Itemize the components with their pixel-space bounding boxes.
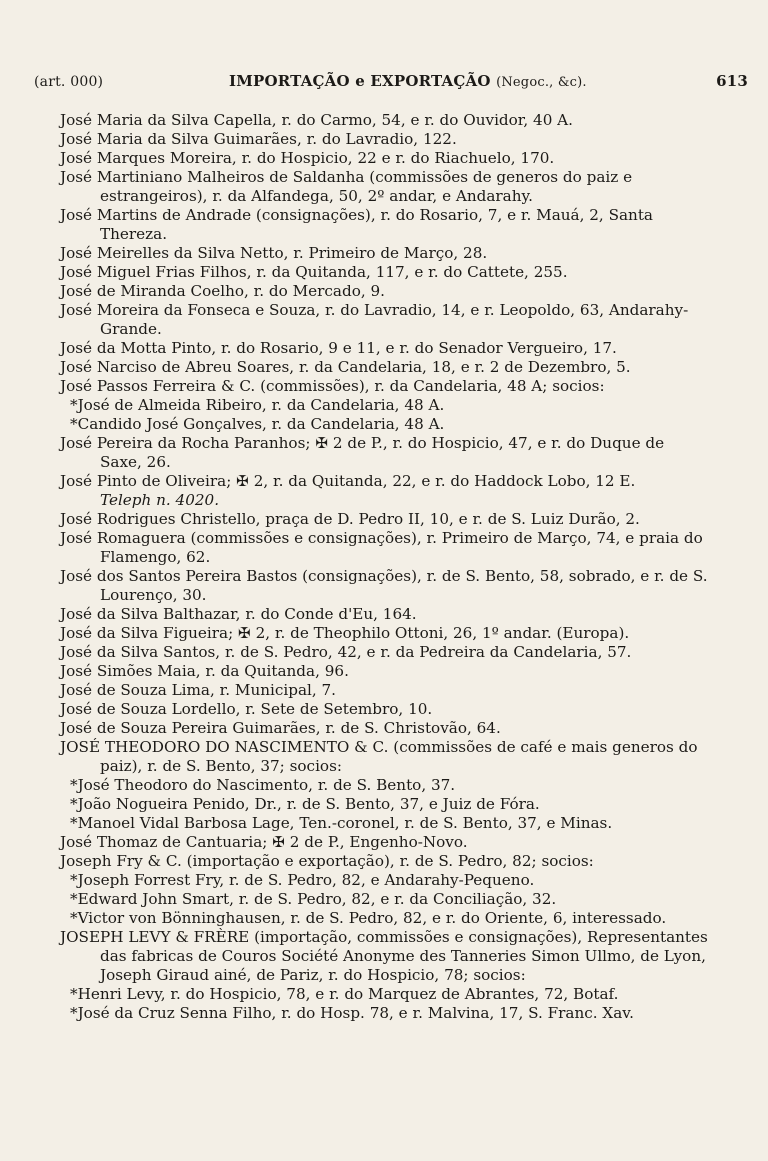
directory-entry: José Maria da Silva Guimarães, r. do Lavradio, 122.	[60, 130, 457, 148]
partner-entry: *Victor von Bönninghausen, r. de S. Pedro, 82, e r. do Oriente, 6, interessado.	[70, 909, 667, 927]
partner-entry: *José Theodoro do Nascimento, r. de S. Bento, 37.	[70, 776, 456, 794]
directory-entry: José de Souza Lima, r. Municipal, 7.	[60, 681, 337, 699]
section-title	[229, 72, 587, 90]
directory-entry: José Maria da Silva Capella, r. do Carmo, 54, e r. do Ouvidor, 40 A.	[60, 111, 573, 129]
directory-entry: José da Silva Santos, r. de S. Pedro, 42, e r. da Pedreira da Candelaria, 57.	[60, 643, 632, 661]
page-header	[34, 72, 748, 94]
partner-entry: *Manoel Vidal Barbosa Lage, Ten.-coronel, r. de S. Bento, 37, e Minas.	[70, 814, 613, 832]
directory-entry: José Romaguera (commissões e consignações), r. Primeiro de Março, 74, e praia do Flamengo, 62.	[60, 529, 703, 566]
directory-entry: José Meirelles da Silva Netto, r. Primeiro de Março, 28.	[60, 244, 488, 262]
directory-entry: José Rodrigues Christello, praça de D. Pedro II, 10, e r. de S. Luiz Durão, 2.	[60, 510, 640, 528]
directory-entry: José Marques Moreira, r. do Hospicio, 22 e r. do Riachuelo, 170.	[60, 149, 555, 167]
directory-entry: JOSEPH LEVY & FRÈRE (importação, commissões e consignações), Representantes das fabricas de Couros Société Anonyme des Tanneries Simon Ullmo, de Lyon, Joseph Giraud ainé, de Pariz, r. do Hospicio, 78; socios:	[60, 928, 708, 984]
directory-entry: José Simões Maia, r. da Quitanda, 96.	[60, 662, 349, 680]
directory-entry: José da Silva Figueira; ✠ 2, r. de Theophilo Ottoni, 26, 1º andar. (Europa).	[60, 624, 630, 642]
directory-entry: José Pereira da Rocha Paranhos; ✠ 2 de P., r. do Hospicio, 47, e r. do Duque de Saxe, 26.	[60, 434, 665, 471]
directory-entry: José da Silva Balthazar, r. do Conde d'Eu, 164.	[60, 605, 417, 623]
partner-entry: *João Nogueira Penido, Dr., r. de S. Bento, 37, e Juiz de Fóra.	[70, 795, 540, 813]
entries-list	[60, 111, 710, 1023]
partner-entry: *José de Almeida Ribeiro, r. da Candelaria, 48 A.	[70, 396, 445, 414]
page-number: 613	[716, 72, 748, 90]
partner-entry: *Henri Levy, r. do Hospicio, 78, e r. do Marquez de Abrantes, 72, Botaf.	[70, 985, 619, 1003]
directory-entry: Teleph n. 4020.	[100, 491, 220, 509]
directory-entry: José de Miranda Coelho, r. do Mercado, 9.	[60, 282, 385, 300]
directory-entry: José Pinto de Oliveira; ✠ 2, r. da Quitanda, 22, e r. do Haddock Lobo, 12 E.	[60, 472, 636, 490]
section-title-main: IMPORTAÇÃO e EXPORTAÇÃO	[229, 72, 491, 90]
directory-entry: José Miguel Frias Filhos, r. da Quitanda, 117, e r. do Cattete, 255.	[60, 263, 568, 281]
partner-entry: *Candido José Gonçalves, r. da Candelaria, 48 A.	[70, 415, 445, 433]
directory-entry: José Moreira da Fonseca e Souza, r. do Lavradio, 14, e r. Leopoldo, 63, Andarahy-Grande.	[60, 301, 689, 338]
directory-entry: José Martins de Andrade (consignações), r. do Rosario, 7, e r. Mauá, 2, Santa Thereza.	[60, 206, 653, 243]
directory-entry: José Narciso de Abreu Soares, r. da Candelaria, 18, e r. 2 de Dezembro, 5.	[60, 358, 631, 376]
directory-entry: José de Souza Lordello, r. Sete de Setembro, 10.	[60, 700, 433, 718]
directory-entry: JOSÉ THEODORO DO NASCIMENTO & C. (commissões de café e mais generos do paiz), r. de S. Bento, 37; socios:	[60, 738, 698, 775]
section-title-sub: (Negoc., &c).	[496, 75, 587, 90]
partner-entry: *Joseph Forrest Fry, r. de S. Pedro, 82, e Andarahy-Pequeno.	[70, 871, 535, 889]
directory-entry: José dos Santos Pereira Bastos (consignações), r. de S. Bento, 58, sobrado, e r. de S. Lourenço, 30.	[60, 567, 708, 604]
article-reference: (art. 000)	[34, 74, 104, 90]
directory-entry: José de Souza Pereira Guimarães, r. de S. Christovão, 64.	[60, 719, 501, 737]
partner-entry: *José da Cruz Senna Filho, r. do Hosp. 78, e r. Malvina, 17, S. Franc. Xav.	[70, 1004, 634, 1022]
partner-entry: *Edward John Smart, r. de S. Pedro, 82, e r. da Conciliação, 32.	[70, 890, 557, 908]
directory-entry: Joseph Fry & C. (importação e exportação), r. de S. Pedro, 82; socios:	[60, 852, 594, 870]
directory-entry: José Martiniano Malheiros de Saldanha (commissões de generos do paiz e estrangeiros), r. da Alfandega, 50, 2º andar, e Andarahy.	[60, 168, 633, 205]
directory-entry: José Thomaz de Cantuaria; ✠ 2 de P., Engenho-Novo.	[60, 833, 468, 851]
directory-entry: José Passos Ferreira & C. (commissões), r. da Candelaria, 48 A; socios:	[60, 377, 605, 395]
directory-entry: José da Motta Pinto, r. do Rosario, 9 e 11, e r. do Senador Vergueiro, 17.	[60, 339, 617, 357]
